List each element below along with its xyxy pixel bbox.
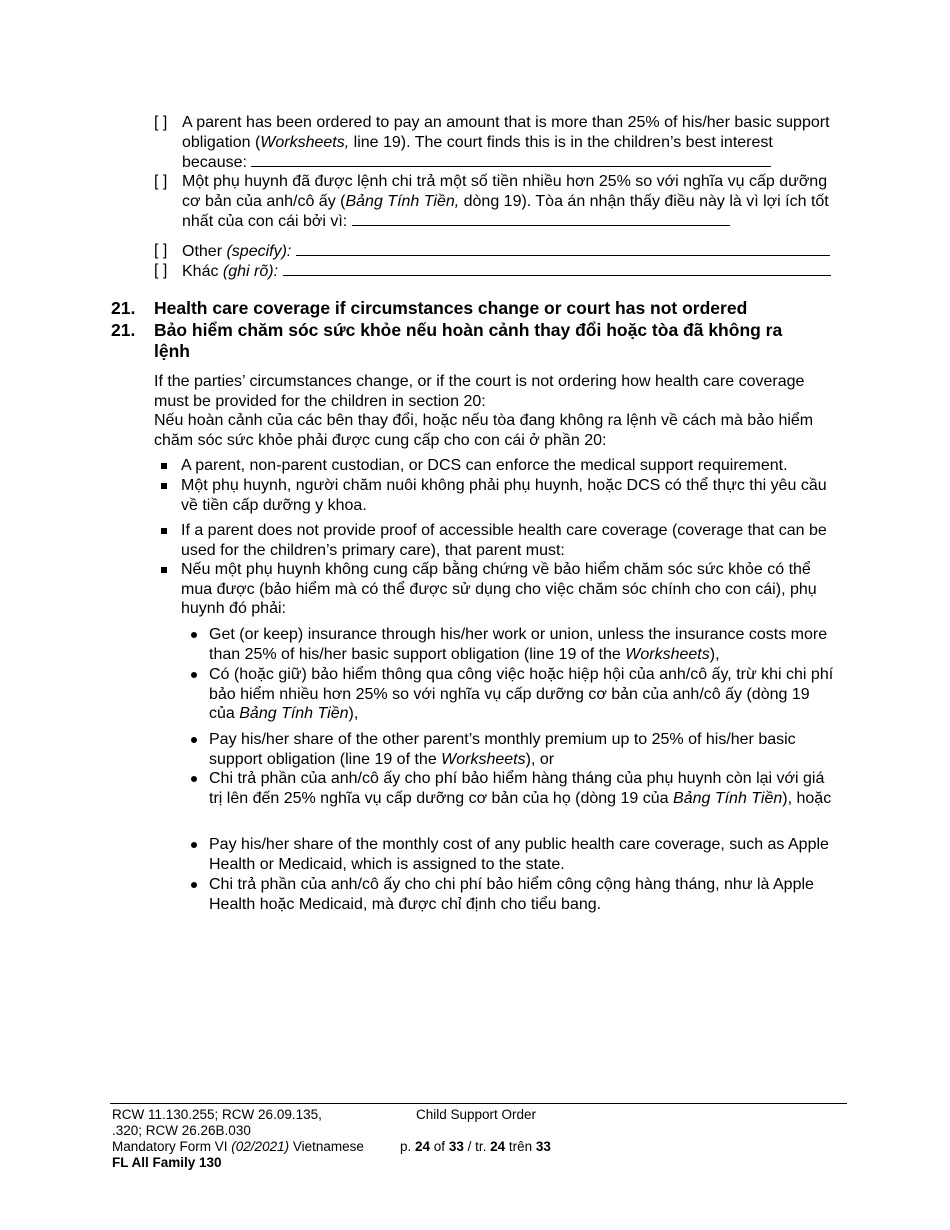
blank-line-other-en[interactable] [296, 241, 830, 256]
square-bullet-icon [161, 528, 167, 534]
footer-form-id: FL All Family 130 [112, 1155, 222, 1170]
italic-text: Bảng Tính Tiền [673, 789, 783, 807]
italic-text: (02/2021) [231, 1139, 290, 1154]
text: Get (or keep) insurance through his/her work or union, unless the insurance costs more than 25% of his/her basic support obligation (line 19 of the [209, 626, 828, 663]
intro-en: If the parties’ circumstances change, or if the court is not ordering how health care coverage must be provided for the children in section 20: [154, 373, 805, 410]
sub-bullet-premium-en [209, 730, 839, 769]
square-bullet-icon [161, 463, 167, 469]
footer-page-number [400, 1139, 551, 1155]
section-number: 21. [111, 298, 136, 318]
footer-rcw-line2: .320; RCW 26.26B.030 [112, 1123, 251, 1138]
square-bullet-icon [161, 567, 167, 573]
italic-text: Bảng Tính Tiền, [345, 192, 460, 210]
sub-bullet-public-vi: Chi trả phần của anh/cô ấy cho chi phí bảo hiểm công cộng hàng tháng, như là Apple Health hoặc Medicaid, mà được chỉ định cho tiểu bang. [209, 876, 814, 913]
square-bullet-icon [161, 483, 167, 489]
item-other-vi [182, 261, 838, 282]
checkbox-other[interactable]: [ ] [154, 242, 168, 259]
text: Other [182, 243, 227, 260]
text: Khác [182, 263, 223, 280]
footer-divider [110, 1103, 847, 1104]
text: 33 [535, 1139, 551, 1154]
blank-line-reason-vi[interactable] [352, 211, 730, 226]
text: dòng 19). Tòa án nhận thấy điều này là vì lợi ích tốt nhất của con cái bởi vì: [182, 192, 829, 230]
text: Một phụ huynh đã được lệnh chi trả một số tiền nhiều hơn 25% so với nghĩa vụ cấp dưỡng cơ bản của anh/cô ấy ( [182, 173, 828, 210]
italic-text: Worksheets [625, 645, 710, 663]
section-title-vi: Bảo hiểm chăm sóc sức khỏe nếu hoàn cảnh thay đổi hoặc tòa đã không ra lệnh [154, 320, 783, 361]
text: ), hoặc [782, 789, 832, 807]
bullet-proof-vi: Nếu một phụ huynh không cung cấp bằng chứng về bảo hiểm chăm sóc sức khỏe có thể mua được (bảo hiểm mà có thể được sử dụng cho việc chăm sóc chính cho con cái), phụ huynh đó phải: [181, 561, 817, 617]
italic-text: Worksheets, [260, 133, 350, 151]
text: Chi trả phần của anh/cô ấy cho phí bảo hiểm hàng tháng của phụ huynh còn lại với giá trị lên đến 25% nghĩa vụ cấp dưỡng cơ bản của họ (dòng 19 của [209, 770, 825, 807]
italic-text: (ghi rõ): [222, 263, 279, 280]
footer-rcw-line1: RCW 11.130.255; RCW 26.09.135, [112, 1107, 322, 1122]
text: trên [505, 1139, 536, 1154]
text: Pay his/her share of the other parent’s monthly premium up to 25% of his/her basic support obligation (line 19 of the [209, 731, 796, 768]
footer-form-version [112, 1139, 364, 1155]
italic-text: Worksheets [441, 750, 526, 768]
round-bullet-icon [191, 737, 197, 743]
footer-doc-title: Child Support Order [416, 1107, 537, 1122]
text: / tr. [463, 1139, 491, 1154]
sub-bullet-premium-vi [209, 769, 839, 808]
checkbox-other-vi[interactable]: [ ] [154, 262, 168, 279]
text: ), or [525, 750, 555, 768]
item-25-percent-en [182, 113, 838, 173]
text: 24 [490, 1139, 506, 1154]
sub-bullet-public-en: Pay his/her share of the monthly cost of any public health care coverage, such as Apple Health or Medicaid, which is assigned to the state. [209, 836, 829, 873]
round-bullet-icon [191, 776, 197, 782]
intro-vi: Nếu hoàn cảnh của các bên thay đổi, hoặc nếu tòa đang không ra lệnh về cách mà bảo hiểm chăm sóc sức khỏe phải được cung cấp cho con cái ở phần 20: [154, 412, 814, 449]
italic-text: Bảng Tính Tiền [239, 705, 349, 722]
round-bullet-icon [191, 632, 197, 638]
round-bullet-icon [191, 842, 197, 848]
bullet-proof-en: If a parent does not provide proof of accessible health care coverage (coverage that can be used for the children’s primary care), that parent must: [181, 522, 827, 559]
text: 24 [415, 1139, 431, 1154]
text: Có (hoặc giữ) bảo hiểm thông qua công việc hoặc hiệp hội của anh/cô ấy, trừ khi chi phí bảo hiểm nhiều hơn 25% so với nghĩa vụ cấp dưỡng cơ bản của anh/cô ấy (dòng 19 của [209, 666, 834, 722]
round-bullet-icon [191, 882, 197, 888]
sub-bullet-insurance-en [209, 625, 839, 664]
italic-text: (specify): [226, 243, 292, 260]
bullet-enforce-vi: Một phụ huynh, người chăm nuôi không phải phụ huynh, hoặc DCS có thể thực thi yêu cầu về tiền cấp dưỡng y khoa. [181, 477, 827, 514]
checkbox-25-percent[interactable]: [ ] [154, 114, 168, 131]
text: ), [348, 705, 359, 722]
text: 33 [448, 1139, 464, 1154]
text: Mandatory Form VI [112, 1139, 232, 1154]
blank-line-reason-en[interactable] [251, 152, 771, 167]
text: A parent has been ordered to pay an amount that is more than 25% of his/her basic support obligation ( [182, 114, 830, 151]
checkbox-25-percent-vi[interactable]: [ ] [154, 173, 168, 190]
text: Vietnamese [289, 1139, 364, 1154]
section-number-vi: 21. [111, 320, 136, 340]
bullet-enforce-en: A parent, non-parent custodian, or DCS can enforce the medical support requirement. [181, 457, 788, 474]
blank-line-other-vi[interactable] [283, 261, 831, 276]
round-bullet-icon [191, 672, 197, 678]
section-title-en: Health care coverage if circumstances change or court has not ordered [154, 298, 748, 318]
sub-bullet-insurance-vi [209, 665, 839, 724]
text: p. [400, 1139, 416, 1154]
text: of [430, 1139, 449, 1154]
item-25-percent-vi [182, 172, 838, 232]
text: ), [709, 645, 720, 663]
item-other-en [182, 241, 838, 262]
text: line 19). The court finds this is in the children’s best interest because: [182, 133, 773, 171]
